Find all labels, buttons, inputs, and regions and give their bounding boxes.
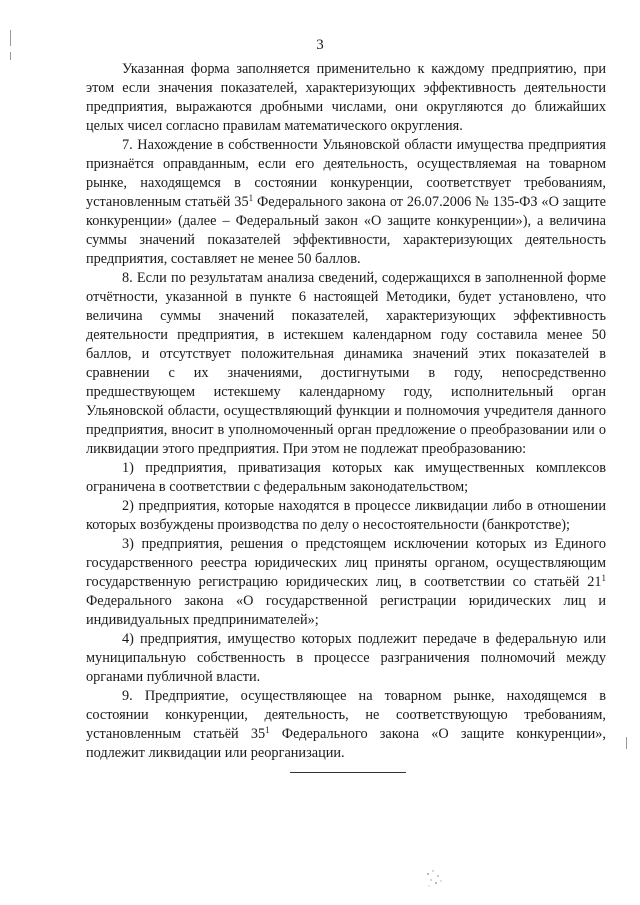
paragraph-7: 7. Нахождение в собственности Ульяновской области имущества предприятия признаётся оправданным, если его деятельность, осуществляемая на товарном рынке, находящемся в состоянии конкуренции, соответствует требованиям, установленным статьёй $35^1$ Федерального закона от 26.07.2006 № 135-ФЗ «О защите конкуренции» (далее – Федеральный закон «О защите конкуренции»), а величина суммы значений показателей эффективности, характеризующих деятельность предприятия, составляет не менее 50 баллов. [86, 137, 606, 267]
superscript: 1 [601, 573, 606, 583]
paragraph-9: 9. Предприятие, осуществляющее на товарном рынке, находящемся в состоянии конкуренции, деятельность, не соответствующую требованиям, установленным статьёй $35^1$ Федерального закона «О защите конкуренции», подлежит ликвидации или реорганизации. [86, 688, 606, 761]
list-item-1: 1) предприятия, приватизация которых как имущественных комплексов ограничена в соответствии с федеральным законодательством; [86, 460, 606, 495]
scan-artifact-mark [626, 737, 627, 749]
list-item-4: 4) предприятия, имущество которых подлежит передаче в федеральную или муниципальную собственность в процессе разграничения полномочий между органами публичной власти. [86, 631, 606, 685]
paragraph-rounding-note: Указанная форма заполняется применительно к каждому предприятию, при этом если значения показателей, характеризующих эффективность деятельности предприятия, выражаются дробными числами, они округляются до ближайших целых чисел согласно правилам математического округления. [86, 61, 606, 134]
end-of-text-rule [290, 772, 406, 773]
document-body [86, 60, 606, 763]
page-number: 3 [316, 37, 324, 53]
list-item-3: 3) предприятия, решения о предстоящем исключении которых из Единого государственного реестра юридических лиц приняты органом, осуществляющим государственную регистрацию юридических лиц, в соответствии со статьёй $21^1$ Федерального закона «О государственной регистрации юридических лиц и индивидуальных предпринимателей»; [86, 536, 606, 628]
list-item-2: 2) предприятия, которые находятся в процессе ликвидации либо в отношении которых возбуждены производства по делу о несостоятельности (банкротстве); [86, 498, 606, 533]
superscript: 1 [265, 725, 270, 735]
superscript: 1 [248, 193, 254, 203]
paragraph-8: 8. Если по результатам анализа сведений, содержащихся в заполненной форме отчётности, указанной в пункте 6 настоящей Методики, будет установлено, что величина суммы значений показателей, характеризующих эффективность деятельности предприятия, в истекшем календарном году составила менее 50 баллов, и отсутствует положительная динамика значений этих показателей в сравнении с их значениями, достигнутыми в году, непосредственно предшествующем истекшему календарному году, исполнительный орган Ульяновской области, осуществляющий функции и полномочия учредителя данного предприятия, вносит в уполномоченный орган предложение о преобразовании или о ликвидации этого предприятия. При этом не подлежат преобразованию: [86, 270, 606, 457]
scan-artifact-dots [424, 868, 446, 890]
